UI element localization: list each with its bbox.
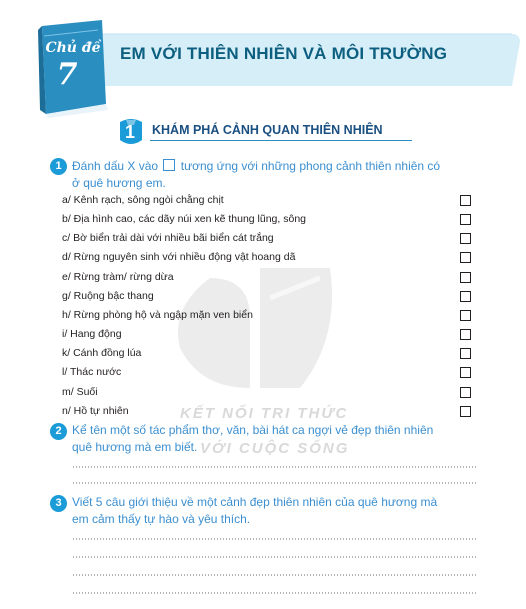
question-2-text-line1: Kể tên một số tác phẩm thơ, văn, bài hát ca ngợi vẻ đẹp thiên nhiên (72, 423, 434, 437)
section-number: 1 (124, 122, 135, 142)
question-1-text-line2: ở quê hương em. (72, 176, 166, 190)
watermark-text-line2: VỚI CUỘC SỐNG (200, 440, 350, 457)
list-item: e/ Rừng tràm/ rừng dừa (62, 271, 174, 283)
answer-line[interactable] (72, 574, 476, 576)
chapter-title: EM VỚI THIÊN NHIÊN VÀ MÔI TRƯỜNG (120, 44, 448, 63)
list-item: l/ Thác nước (62, 366, 122, 378)
list-item: n/ Hồ tự nhiên (62, 405, 129, 417)
list-item: i/ Hang động (62, 328, 122, 340)
answer-checkbox[interactable] (460, 310, 471, 321)
answer-checkbox[interactable] (460, 252, 471, 263)
answer-checkbox[interactable] (460, 387, 471, 398)
section-underline (150, 140, 412, 141)
question-2-text (72, 422, 492, 456)
answer-checkbox[interactable] (460, 367, 471, 378)
answer-checkbox[interactable] (460, 272, 471, 283)
watermark-text-line1: KẾT NỐI TRI THỨC (180, 405, 349, 422)
answer-line[interactable] (72, 556, 476, 558)
chapter-label: Chủ đề (45, 40, 101, 56)
answer-checkbox[interactable] (460, 291, 471, 302)
chapter-number: 7 (56, 57, 78, 92)
question-3-text-line2: em cảm thấy tự hào và yêu thích. (72, 512, 251, 526)
answer-line[interactable] (72, 466, 476, 468)
question-1-text-after: tương ứng với những phong cảnh thiên nhiên có (180, 159, 441, 173)
answer-checkbox[interactable] (460, 195, 471, 206)
question-number-badge: 1 (50, 158, 67, 175)
answer-checkbox[interactable] (460, 348, 471, 359)
checkbox-icon (163, 159, 175, 171)
section-title: KHÁM PHÁ CẢNH QUAN THIÊN NHIÊN (152, 123, 383, 137)
list-item: g/ Ruộng bậc thang (62, 290, 154, 302)
answer-line[interactable] (72, 538, 476, 540)
question-1-text (72, 158, 492, 192)
answer-line[interactable] (72, 592, 476, 594)
list-item: a/ Kênh rạch, sông ngòi chằng chịt (62, 194, 224, 206)
answer-checkbox[interactable] (460, 329, 471, 340)
answer-line[interactable] (72, 482, 476, 484)
answer-checkbox[interactable] (460, 214, 471, 225)
list-item: c/ Bờ biển trải dài với nhiều bãi biển cát trắng (62, 232, 274, 244)
list-item: d/ Rừng nguyên sinh với nhiều động vật hoang dã (62, 251, 296, 263)
list-item: k/ Cánh đồng lúa (62, 347, 142, 359)
list-item: m/ Suối (62, 386, 98, 398)
question-3-text (72, 494, 492, 528)
question-number-badge: 2 (50, 423, 67, 440)
question-3-text-line1: Viết 5 câu giới thiệu về một cảnh đẹp thiên nhiên của quê hương mà (72, 495, 438, 509)
question-number-badge: 3 (50, 495, 67, 512)
question-2-text-line2: quê hương mà em biết. (72, 440, 198, 454)
answer-checkbox[interactable] (460, 233, 471, 244)
answer-checkbox[interactable] (460, 406, 471, 417)
list-item: h/ Rừng phòng hộ và ngập mặn ven biển (62, 309, 253, 321)
question-1-text-before: Đánh dấu X vào (72, 159, 159, 173)
list-item: b/ Địa hình cao, các dãy núi xen kẽ thung lũng, sông (62, 213, 306, 225)
